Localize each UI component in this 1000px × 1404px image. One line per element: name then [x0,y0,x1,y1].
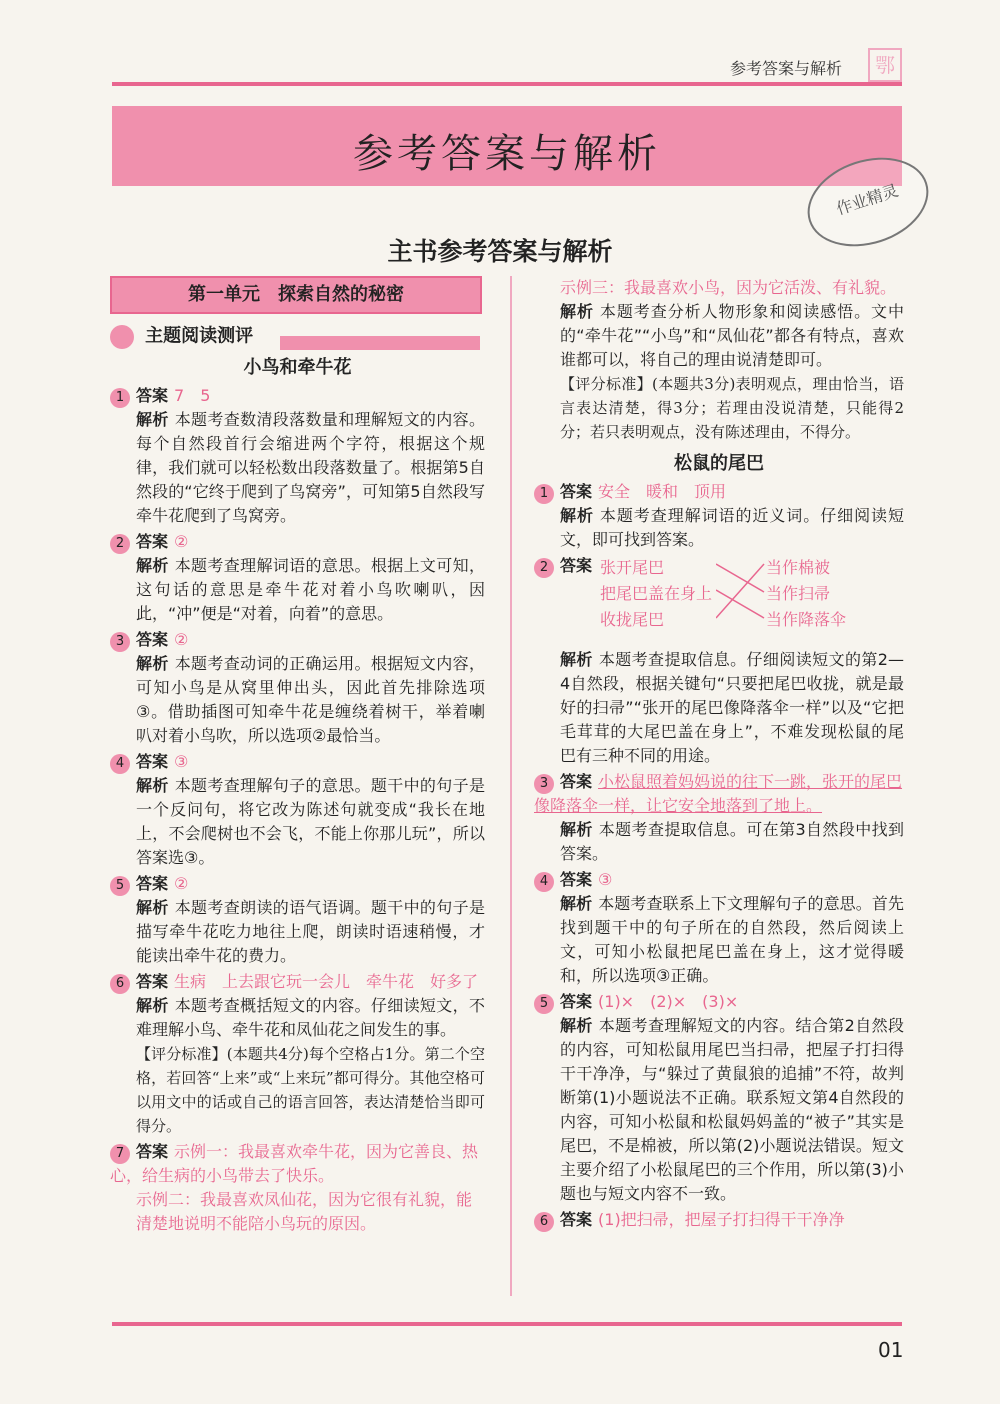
analysis: 解析 本题考查分析人物形象和阅读感悟。文中的“牵牛花”“小鸟”和“凤仙花”都各有特点，喜欢谁都可以，将自己的理由说清楚即可。 [560,302,904,369]
analysis: 解析 本题考查朗读的语气语调。题干中的句子是描写牵牛花吃力地往上爬，朗读时语速稍慢，才能读出牵牛花的费力。 [136,898,485,965]
analysis-text: 本题考查提取信息。仔细阅读短文的第2—4自然段，根据关键句“只要把尾巴收拢，就是最好的扫帚”“张开的尾巴像降落伞一样”以及“它把毛茸茸的大尾巴盖在身上”，不难发现松鼠的尾巴有三种不同的用途。 [560,650,904,765]
question-1 [534,480,904,552]
answer-text: 7 5 [174,386,211,405]
question-3 [534,770,904,866]
question-1 [110,384,485,528]
question-number: 3 [110,632,130,652]
question-number: 2 [534,558,554,578]
scoring-criteria: 【评分标准】(本题共4分)每个空格占1分。第二个空格，若回答“上来”或“上来玩”都可得分。其他空格可以用文中的话或自己的语言回答，表达清楚恰当即可得分。 [136,1045,485,1135]
section-title: 主题阅读测评 [145,325,254,347]
answer-label: 答案 [560,1210,593,1229]
question-number: 1 [534,484,554,504]
answer-label: 答案 [136,752,169,771]
question-number: 5 [110,876,130,896]
question-number: 5 [534,994,554,1014]
column-divider [510,276,512,1296]
story-title: 松鼠的尾巴 [674,453,764,474]
question-number: 3 [534,774,554,794]
answer-text: ② [174,532,189,551]
answer-text: 小松鼠照着妈妈说的往下一跳，张开的尾巴像降落伞一样，让它安全地落到了地上。 [534,772,903,815]
scoring-criteria: 【评分标准】(本题共3分)表明观点，理由恰当，语言表达清楚，得3分；若理由没说清楚，只能得2分；若只表明观点，没有陈述理由，不得分。 [560,375,904,441]
question-number: 6 [534,1212,554,1232]
analysis-text: 本题考查理解词语的意思。根据上文可知，这句话的意思是牵牛花对着小鸟吹喇叭，因此，“冲”便是“对着，向着”的意思。 [136,556,485,623]
answer-text: ③ [174,752,189,771]
unit-title: 第一单元 探索自然的秘密 [110,276,482,314]
analysis: 解析 本题考查理解词语的意思。根据上文可知，这句话的意思是牵牛花对着小鸟吹喇叭，因此，“冲”便是“对着，向着”的意思。 [136,556,485,623]
question-4 [110,750,485,870]
edition-mark: 鄂 [868,48,902,82]
question-number: 4 [110,754,130,774]
analysis-text: 本题考查理解句子的意思。题干中的句子是一个反问句，将它改为陈述句就变成“我长在地上，不会爬树也不会飞，不能上你那儿玩”，所以答案选③。 [136,776,485,867]
answer-text: 安全 暖和 顶用 [598,482,727,501]
question-3 [110,628,485,748]
answer-text: (1)把扫帚，把屋子打扫得干干净净 [598,1210,845,1229]
answer-label: 答案 [136,532,169,551]
analysis: 解析 本题考查数清段落数量和理解短文的内容。每个自然段首行会缩进两个字符，根据这个规律，我们就可以轻松数出段落数量了。根据第5自然段的“它终于爬到了鸟窝旁”，可知第5自然段写牵牛花爬到了鸟窝旁。 [136,410,485,525]
answer-example-1: 示例一：我最喜欢牵牛花，因为它善良、热心，给生病的小鸟带去了快乐。 [110,1142,479,1185]
question-7 [110,1140,485,1236]
answer-label: 答案 [560,870,593,889]
main-title: 主书参考答案与解析 [387,237,613,266]
section-bar [280,336,480,350]
answer-text: 生病 上去跟它玩一会儿 牵牛花 好多了 [174,972,479,991]
answer-label: 答案 [560,992,593,1011]
analysis-text: 本题考查概括短文的内容。仔细读短文，不难理解小鸟、牵牛花和凤仙花之间发生的事。 [136,996,485,1039]
answer-text: ② [174,874,189,893]
page-number: 01 [878,1338,904,1362]
answer-text: ③ [598,870,613,889]
question-4 [534,868,904,988]
match-right-item: 当作棉被 [766,558,831,577]
answer-label: 答案 [136,874,169,893]
analysis: 解析 本题考查概括短文的内容。仔细读短文，不难理解小鸟、牵牛花和凤仙花之间发生的事。 [136,996,485,1039]
question-5 [534,990,904,1206]
analysis: 解析 本题考查提取信息。可在第3自然段中找到答案。 [560,820,904,863]
running-title: 参考答案与解析 [730,59,843,78]
match-left-item: 把尾巴盖在身上 [600,584,713,603]
right-column [534,276,904,1234]
answer-example-2: 示例二：我最喜欢凤仙花，因为它很有礼貌，能清楚地说明不能陪小鸟玩的原因。 [136,1190,473,1233]
answer-label: 答案 [560,772,593,791]
analysis-text: 本题考查分析人物形象和阅读感悟。文中的“牵牛花”“小鸟”和“凤仙花”都各有特点，喜欢谁都可以，将自己的理由说清楚即可。 [560,302,904,369]
match-left-item: 张开尾巴 [600,558,665,577]
analysis: 解析 本题考查动词的正确运用。根据短文内容，可知小鸟是从窝里伸出头，因此首先排除选项③。借助插图可知牵牛花是缠绕着树干，举着喇叭对着小鸟吹，所以选项②最恰当。 [136,654,485,745]
stamp: 作业精灵 [796,143,940,261]
analysis-text: 本题考查提取信息。可在第3自然段中找到答案。 [560,820,904,863]
answer-text: ② [174,630,189,649]
question-number: 1 [110,388,130,408]
match-left-item: 收拢尾巴 [600,610,665,629]
question-2 [534,554,904,768]
analysis: 解析 本题考查联系上下文理解句子的意思。首先找到题干中的句子所在的自然段，然后阅读上文，可知小松鼠把尾巴盖在身上，这才觉得暖和，所以选项③正确。 [560,894,904,985]
question-number: 6 [110,974,130,994]
answer-text: (1)× (2)× (3)× [598,992,739,1011]
question-6 [110,970,485,1138]
analysis: 解析 本题考查理解词语的近义词。仔细阅读短文，即可找到答案。 [560,506,904,549]
question-5 [110,872,485,968]
title-banner [112,106,902,186]
analysis-text: 本题考查动词的正确运用。根据短文内容，可知小鸟是从窝里伸出头，因此首先排除选项③。借助插图可知牵牛花是缠绕着树干，举着喇叭对着小鸟吹，所以选项②最恰当。 [136,654,485,745]
match-right-item: 当作降落伞 [766,610,847,629]
left-column [110,276,485,1238]
question-6 [534,1208,904,1232]
banner-title: 参考答案与解析 [353,131,661,177]
question-2 [110,530,485,626]
answer-label: 答案 [136,1142,169,1161]
analysis-text: 本题考查联系上下文理解句子的意思。首先找到题干中的句子所在的自然段，然后阅读上文，可知小松鼠把尾巴盖在身上，这才觉得暖和，所以选项③正确。 [560,894,904,985]
analysis: 解析 本题考查理解短文的内容。结合第2自然段的内容，可知松鼠用尾巴当扫帚，把屋子打扫得干干净净，与“躲过了黄鼠狼的追捕”不符，故判断第(1)小题说法不正确。联系短文第4自然段的内容，可知小松鼠和松鼠妈妈盖的“被子”其实是尾巴，不是棉被，所以第(2)小题说法错误。短文主要介绍了小松鼠尾巴的三个作用，所以第(3)小题也与短文内容不一致。 [560,1016,904,1203]
answer-label: 答案 [136,972,169,991]
answer-label: 答案 [136,630,169,649]
question-number: 2 [110,534,130,554]
question-number: 7 [110,1144,130,1164]
answer-label: 答案 [136,386,169,405]
analysis-text: 本题考查朗读的语气语调。题干中的句子是描写牵牛花吃力地往上爬，朗读时语速稍慢，才能读出牵牛花的费力。 [136,898,485,965]
answer-label: 答案 [560,556,593,575]
analysis-text: 本题考查数清段落数量和理解短文的内容。每个自然段首行会缩进两个字符，根据这个规律，我们就可以轻松数出段落数量了。根据第5自然段的“它终于爬到了鸟窝旁”，可知第5自然段写牵牛花爬到了鸟窝旁。 [136,410,485,525]
matching-answer [600,558,904,668]
answer-label: 答案 [560,482,593,501]
story-title: 小鸟和牵牛花 [243,357,352,378]
match-lines [716,562,766,626]
answer-example-3: 示例三：我最喜欢小鸟，因为它活泼、有礼貌。 [560,278,897,297]
analysis: 解析 本题考查提取信息。仔细阅读短文的第2—4自然段，根据关键句“只要把尾巴收拢，就是最好的扫帚”“张开的尾巴像降落伞一样”以及“它把毛茸茸的大尾巴盖在身上”，不难发现松鼠的尾巴有三种不同的用途。 [560,650,904,765]
question-number: 4 [534,872,554,892]
analysis-text: 本题考查理解短文的内容。结合第2自然段的内容，可知松鼠用尾巴当扫帚，把屋子打扫得干干净净，与“躲过了黄鼠狼的追捕”不符，故判断第(1)小题说法不正确。联系短文第4自然段的内容，可知小松鼠和松鼠妈妈盖的“被子”其实是尾巴，不是棉被，所以第(2)小题说法错误。短文主要介绍了小松鼠尾巴的三个作用，所以第(3)小题也与短文内容不一致。 [560,1016,904,1203]
analysis-text: 本题考查理解词语的近义词。仔细阅读短文，即可找到答案。 [560,506,904,549]
mascot-icon [110,325,134,349]
match-right-item: 当作扫帚 [766,584,831,603]
section-header [110,324,485,354]
analysis: 解析 本题考查理解句子的意思。题干中的句子是一个反问句，将它改为陈述句就变成“我长在地上，不会爬树也不会飞，不能上你那儿玩”，所以答案选③。 [136,776,485,867]
footer-rule [112,1322,902,1326]
header-rule [112,82,902,86]
